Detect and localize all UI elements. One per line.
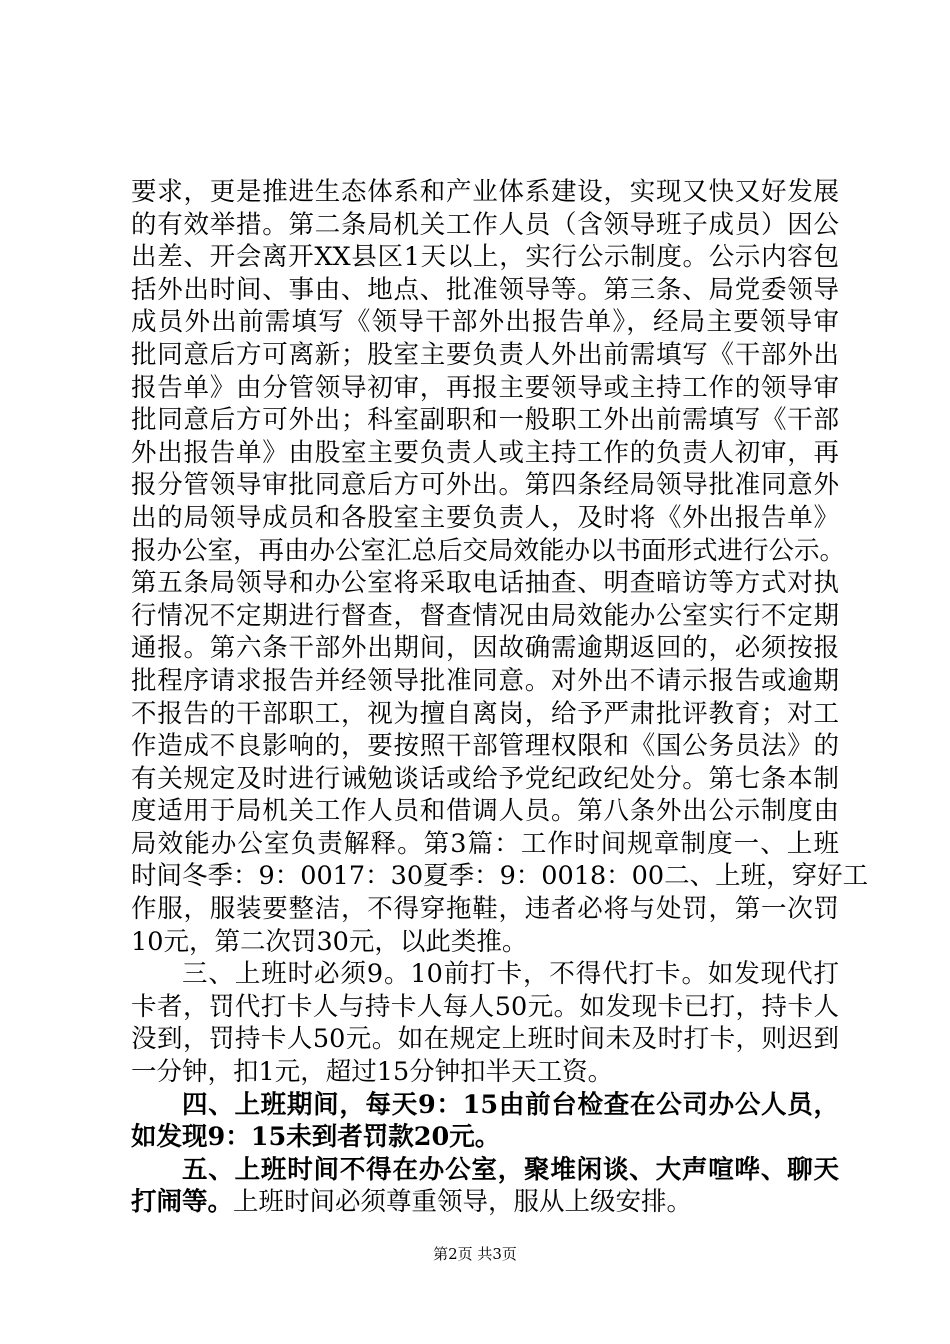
- body-line-9: 外出报告单》由股室主要负责人或主持工作的负责人初审，再: [131, 437, 839, 468]
- body-line-2: 的有效举措。第二条局机关工作人员（含领导班子成员）因公: [131, 209, 839, 240]
- body-line-26: 卡者，罚代打卡人与持卡人每人50元。如发现卡已打，持卡人: [131, 991, 839, 1022]
- body-line-3: 出差、开会离开XX县区1天以上，实行公示制度。公示内容包: [131, 242, 839, 273]
- body-line-32-regular: 上班时间必须尊重领导，服从上级安排。: [233, 1187, 693, 1218]
- body-line-7: 报告单》由分管领导初审，再报主要领导或主持工作的领导审: [131, 372, 839, 403]
- body-line-28: 一分钟，扣1元，超过15分钟扣半天工资。: [131, 1057, 614, 1088]
- body-line-13: 第五条局领导和办公室将采取电话抽查、明查暗访等方式对执: [131, 568, 839, 599]
- body-line-22: 时间冬季：9：0017：30夏季：9：0018：00二、上班，穿好工: [131, 861, 869, 892]
- body-line-6: 批同意后方可离新；股室主要负责人外出前需填写《干部外出: [131, 339, 839, 370]
- body-line-12: 报办公室，再由办公室汇总后交局效能办以书面形式进行公示。: [131, 535, 846, 566]
- body-line-29: 四、上班期间，每天9：15由前台检查在公司办公人员，: [182, 1089, 839, 1120]
- body-line-21: 局效能办公室负责解释。第3篇：工作时间规章制度一、上班: [131, 828, 839, 859]
- page-footer: 第2页 共3页: [433, 1245, 517, 1263]
- body-line-32: [131, 1186, 839, 1219]
- body-line-25: 三、上班时必须9。10前打卡，不得代打卡。如发现代打: [182, 959, 839, 990]
- body-line-1: 要求，更是推进生态体系和产业体系建设，实现又快又好发展: [131, 177, 839, 207]
- body-line-14: 行情况不定期进行督查，督查情况由局效能办公室实行不定期: [131, 600, 839, 631]
- body-line-5: 成员外出前需填写《领导干部外出报告单》，经局主要领导审: [131, 307, 839, 338]
- body-line-4: 括外出时间、事由、地点、批准领导等。第三条、局党委领导: [131, 274, 839, 305]
- body-line-16: 批程序请求报告并经领导批准同意。对外出不请示报告或逾期: [131, 665, 839, 696]
- body-line-15: 通报。第六条干部外出期间，因故确需逾期返回的，必须按报: [131, 633, 839, 664]
- body-line-27: 没到，罚持卡人50元。如在规定上班时间未及时打卡，则迟到: [131, 1024, 839, 1055]
- body-line-11: 出的局领导成员和各股室主要负责人，及时将《外出报告单》: [131, 502, 839, 533]
- body-line-32-bold: 打闹等。: [131, 1187, 234, 1218]
- body-line-20: 度适用于局机关工作人员和借调人员。第八条外出公示制度由: [131, 796, 839, 827]
- body-line-19: 有关规定及时进行诫勉谈话或给予党纪政纪处分。第七条本制: [131, 763, 839, 794]
- body-line-31: 五、上班时间不得在办公室，聚堆闲谈、大声喧哗、聊天: [182, 1154, 839, 1185]
- body-line-18: 作造成不良影响的，要按照干部管理权限和《国公务员法》的: [131, 731, 839, 762]
- body-line-17: 不报告的干部职工，视为擅自离岗，给予严肃批评教育；对工: [131, 698, 839, 729]
- body-line-10: 报分管领导审批同意后方可外出。第四条经局领导批准同意外: [131, 470, 839, 501]
- body-line-24: 10元，第二次罚30元，以此类推。: [131, 926, 528, 957]
- body-line-30: 如发现9：15未到者罚款20元。: [131, 1122, 501, 1153]
- body-line-23: 作服，服装要整洁，不得穿拖鞋，违者必将与处罚，第一次罚: [131, 894, 839, 925]
- body-line-8: 批同意后方可外出；科室副职和一般职工外出前需填写《干部: [131, 405, 839, 436]
- document-body: [131, 176, 869, 1219]
